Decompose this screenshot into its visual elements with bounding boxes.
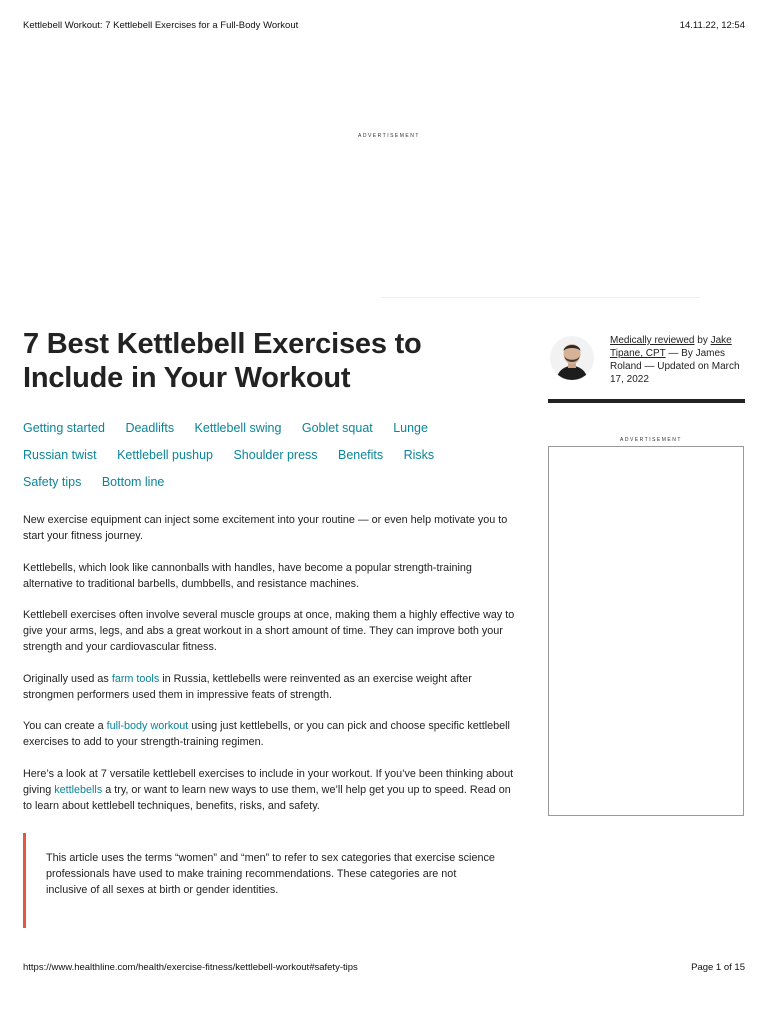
byline [610, 334, 745, 386]
article-title: 7 Best Kettlebell Exercises to Include in Your Workout [23, 328, 422, 394]
paragraph: Kettlebell exercises often involve several muscle groups at once, making them a highly effective way to give your arms, legs, and abs a great workout in a short amount of time. They can improve both your strength and your cardiovascular fitness. [23, 609, 515, 653]
toc-row [23, 472, 523, 499]
paragraph: New exercise equipment can inject some excitement into your routine — or even help motivate you to start your fitness journey. [23, 514, 508, 542]
article-body [23, 512, 518, 829]
paragraph-text: using just kettlebells, or you can pick and choose specific kettlebell exercises to add to your strength-training regimen. [23, 720, 510, 748]
paragraph [23, 718, 518, 750]
author-block [549, 336, 745, 386]
print-datetime: 14.11.22, 12:54 [679, 20, 745, 31]
paragraph-text: in Russia, kettlebells were reinvented as an exercise weight after strongmen performers used them in impressive feats of strength. [23, 672, 472, 701]
toc-link-goblet-squat[interactable]: Goblet squat [301, 421, 373, 435]
toc-link-kettlebell-swing[interactable]: Kettlebell swing [194, 421, 282, 435]
side-ad-label: ADVERTISEMENT [620, 437, 682, 443]
reviewer-link[interactable]: Jake Tipane, CPT [610, 335, 732, 359]
print-page-title: Kettlebell Workout: 7 Kettlebell Exercises for a Full-Body Workout [23, 20, 299, 31]
table-of-contents [23, 418, 523, 499]
side-ad-slot [548, 446, 744, 816]
page-number: Page 1 of 15 [691, 962, 745, 973]
paragraph-text: a try, or want to learn new ways to use them, we’ll help get you up to speed. Read on to learn about kettlebell techniques, benefits, risks, and safety. [23, 783, 511, 812]
notice-callout [23, 833, 496, 928]
byline-text: by [694, 335, 711, 346]
toc-link-lunge[interactable]: Lunge [393, 421, 428, 435]
author-avatar [550, 336, 594, 380]
toc-link-getting-started[interactable]: Getting started [23, 421, 105, 435]
toc-link-shoulder-press[interactable]: Shoulder press [233, 448, 318, 462]
paragraph: Kettlebells, which look like cannonballs with handles, have become a popular strength-training alternative to traditional barbells, dumbbells, and resistance machines. [23, 561, 472, 590]
link-farm-tools[interactable]: farm tools [111, 672, 160, 685]
toc-link-bottom-line[interactable]: Bottom line [101, 475, 165, 489]
toc-row [23, 418, 523, 445]
toc-link-benefits[interactable]: Benefits [337, 448, 384, 462]
person-icon [550, 336, 594, 380]
notice-text: This article uses the terms “women” and “men” to refer to sex categories that exercise science professionals have used to make training recommendations. These categories are not inclusive of all sexes at birth or gender identities. [46, 852, 495, 896]
top-ad-label: ADVERTISEMENT [358, 133, 420, 139]
toc-row [23, 445, 523, 472]
toc-link-safety-tips[interactable]: Safety tips [23, 475, 82, 489]
byline-text: — By James Roland — Updated on March 17, 2022 [610, 348, 740, 385]
toc-link-risks[interactable]: Risks [403, 448, 435, 462]
author-divider [548, 399, 745, 403]
link-kettlebells[interactable]: kettlebells [54, 783, 103, 796]
link-full-body-workout[interactable]: full-body workout [106, 720, 189, 732]
toc-link-deadlifts[interactable]: Deadlifts [125, 421, 175, 435]
paragraph-text: Originally used as [23, 672, 112, 685]
medically-reviewed-link[interactable]: Medically reviewed [610, 335, 695, 346]
page-url: https://www.healthline.com/health/exercise-fitness/kettlebell-workout#safety-tips [23, 962, 358, 973]
paragraph [23, 766, 518, 814]
paragraph-text: You can create a [23, 720, 107, 732]
toc-link-kettlebell-pushup[interactable]: Kettlebell pushup [117, 448, 213, 462]
top-divider [381, 297, 700, 298]
paragraph-text: Here’s a look at 7 versatile kettlebell exercises to include in your workout. If you’ve been thinking about giving [23, 767, 514, 796]
toc-link-russian-twist[interactable]: Russian twist [23, 448, 97, 462]
paragraph [23, 671, 518, 703]
